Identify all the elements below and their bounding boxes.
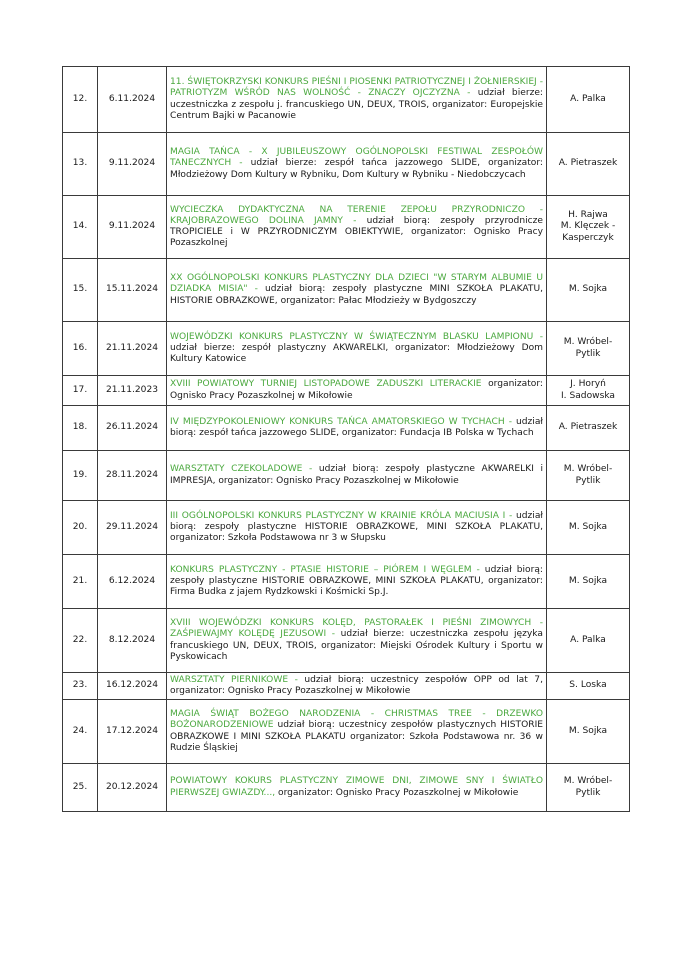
row-number: 19.	[63, 451, 98, 501]
person-name-line: S. Loska	[569, 680, 607, 691]
event-details: udział bierze: uczestniczka zespołu języka francuskiego UN, DEUX, TROIS, organizator: Miejski Ośrodek Kultury i Sportu w Pyskowicach	[170, 629, 543, 662]
row-number: 20.	[63, 501, 98, 555]
event-description	[167, 67, 547, 133]
event-title: XVIII POWIATOWY TURNIEJ LISTOPADOWE ZADUSZKI LITERACKIE	[170, 379, 482, 390]
event-description	[167, 376, 547, 406]
responsible-person	[547, 501, 630, 555]
responsible-person	[547, 764, 630, 812]
row-number: 23.	[63, 673, 98, 700]
event-title: XX OGÓLNOPOLSKI KONKURS PLASTYCZNY DLA DZIECI "W STARYM ALBUMIE U DZIADKA MISIA" -	[170, 273, 543, 295]
table-row	[63, 555, 630, 609]
table-row	[63, 673, 630, 700]
person-name-line: M. Sojka	[568, 284, 608, 295]
event-date: 21.11.2024	[98, 322, 167, 376]
event-title: III OGÓLNOPOLSKI KONKURS PLASTYCZNY W KRAINIE KRÓLA MACIUSIA I -	[170, 510, 513, 521]
row-number: 14.	[63, 196, 98, 259]
table-row	[63, 376, 630, 406]
person-name-line: Kasperczyk	[562, 232, 614, 243]
table-row	[63, 406, 630, 451]
table-row	[63, 133, 630, 196]
event-title: WARSZTATY PIERNIKOWE -	[170, 674, 298, 685]
person-name-line: A. Pietraszek	[558, 422, 618, 433]
person-name-line: J. Horyń	[570, 379, 606, 390]
event-title: MAGIA TAŃCA - X JUBILEUSZOWY OGÓLNOPOLSKI FESTIWAL ZESPOŁÓW TANECZNYCH -	[170, 147, 543, 169]
event-date: 26.11.2024	[98, 406, 167, 451]
event-description	[167, 555, 547, 609]
responsible-person	[547, 133, 630, 196]
event-title: XVIII WOJEWÓDZKI KONKURS KOLĘD, PASTORAŁEK I PIEŚNI ZIMOWYCH - ZAŚPIEWAJMY KOLĘDĘ JEZUSOWI -	[170, 618, 543, 640]
event-description	[167, 764, 547, 812]
event-date: 21.11.2023	[98, 376, 167, 406]
table-row	[63, 501, 630, 555]
event-details: udział biorą: zespoły plastyczne HISTORIE OBRAZKOWE, MINI SZKOŁA PLAKATU, organizator: Firma Budka z jajem Rydzkowski i Kośmicki Sp.J.	[170, 564, 544, 598]
event-details: udział bierze: zespół plastyczny AKWARELKI, organizator: Młodzieżowy Dom Kultury Katowice	[170, 342, 543, 365]
row-number: 15.	[63, 259, 98, 322]
responsible-person	[547, 376, 630, 406]
row-number: 18.	[63, 406, 98, 451]
row-number: 24.	[63, 700, 98, 764]
responsible-person	[547, 609, 630, 673]
responsible-person	[547, 67, 630, 133]
event-date: 15.11.2024	[98, 259, 167, 322]
responsible-person	[547, 259, 630, 322]
events-table-body	[63, 67, 630, 812]
row-number: 16.	[63, 322, 98, 376]
person-name-line: A. Palka	[570, 634, 606, 645]
event-description	[167, 609, 547, 673]
event-description	[167, 451, 547, 501]
event-date: 9.11.2024	[98, 133, 167, 196]
person-name-line: M. Wróbel-	[563, 776, 613, 787]
responsible-person	[547, 406, 630, 451]
table-row	[63, 451, 630, 501]
person-name-line: M. Sojka	[568, 725, 608, 736]
event-date: 8.12.2024	[98, 609, 167, 673]
event-details: udział biorą: uczestnicy zespołów OPP od lat 7, organizator: Ognisko Pracy Pozaszkolnej w Mikołowie	[170, 674, 543, 696]
person-name-line: H. Rajwa	[568, 210, 608, 221]
event-details: udział biorą: zespoły plastyczne HISTORIE OBRAZKOWE, MINI SZKOŁA PLAKATU, organizator: Szkoła Podstawowa nr 3 w Słupsku	[170, 510, 543, 544]
table-row	[63, 764, 630, 812]
event-title: KONKURS PLASTYCZNY - PTASIE HISTORIE – PIÓREM I WĘGLEM -	[170, 564, 480, 575]
event-description	[167, 406, 547, 451]
table-row	[63, 259, 630, 322]
responsible-person	[547, 673, 630, 700]
event-details: udział bierze: zespół tańca jazzowego SLIDE, organizator: Młodzieżowy Dom Kultury w Rybniku, Dom Kultury w Rybniku - Niedobczycach	[170, 158, 543, 180]
table-row	[63, 322, 630, 376]
event-date: 28.11.2024	[98, 451, 167, 501]
person-name-line: A. Pietraszek	[558, 158, 618, 169]
person-name-line: M. Wróbel-	[563, 464, 613, 475]
event-date: 16.12.2024	[98, 673, 167, 700]
event-title: WARSZTATY CZEKOLADOWE -	[170, 464, 313, 475]
table-row	[63, 67, 630, 133]
event-date: 20.12.2024	[98, 764, 167, 812]
event-date: 6.11.2024	[98, 67, 167, 133]
event-description	[167, 196, 547, 259]
event-date: 29.11.2024	[98, 501, 167, 555]
event-date: 6.12.2024	[98, 555, 167, 609]
event-details: udział biorą: zespoły plastyczne MINI SZKOŁA PLAKATU, HISTORIE OBRAZKOWE, organizator: Pałac Młodzieży w Bydgoszczy	[170, 284, 543, 306]
person-name-line: M. Sojka	[568, 575, 608, 586]
event-title: IV MIĘDZYPOKOLENIOWY KONKURS TAŃCA AMATORSKIEGO W TYCHACH -	[170, 416, 512, 427]
event-title: 11. ŚWIĘTOKRZYSKI KONKURS PIEŚNI I PIOSENKI PATRIOTYCZNEJ I ŻOŁNIERSKIEJ - PATRIOTYZM WŚRÓD NAS WOLNOŚĆ - ZNACZY OJCZYZNA -	[170, 77, 543, 99]
event-date: 17.12.2024	[98, 700, 167, 764]
responsible-person	[547, 451, 630, 501]
person-name-line: M. Wróbel-	[563, 337, 613, 348]
event-title: POWIATOWY KOKURS PLASTYCZNY ZIMOWE DNI, ZIMOWE SNY I ŚWIATŁO PIERWSZEJ GWIAZDY...,	[170, 776, 543, 798]
table-row	[63, 700, 630, 764]
event-details: udział bierze: uczestniczka z zespołu j. francuskiego UN, DEUX, TROIS, organizator: Europejskie Centrum Bajki w Pacanowie	[170, 88, 543, 121]
event-description	[167, 501, 547, 555]
person-name-line: Pytlik	[575, 787, 601, 798]
row-number: 22.	[63, 609, 98, 673]
event-description	[167, 700, 547, 764]
responsible-person	[547, 700, 630, 764]
person-name-line: M. Sojka	[568, 521, 608, 532]
person-name-line: M. Klęczek -	[560, 221, 616, 232]
person-name-line: Pytlik	[575, 348, 601, 359]
responsible-person	[547, 555, 630, 609]
row-number: 21.	[63, 555, 98, 609]
responsible-person	[547, 196, 630, 259]
event-description	[167, 133, 547, 196]
event-description	[167, 673, 547, 700]
responsible-person	[547, 322, 630, 376]
row-number: 12.	[63, 67, 98, 133]
table-row	[63, 196, 630, 259]
event-details: udział biorą: zespoły przyrodnicze TROPICIELE i W PRZYRODNICZYM OBIEKTYWIE, organizator: Ognisko Pracy Pozaszkolnej	[170, 215, 543, 249]
row-number: 17.	[63, 376, 98, 406]
row-number: 13.	[63, 133, 98, 196]
event-details: udział biorą: zespoły plastyczne AKWARELKI i IMPRESJA, organizator: Ognisko Pracy Pozaszkolnej w Mikołowie	[170, 464, 543, 486]
row-number: 25.	[63, 764, 98, 812]
event-details: udział biorą: zespół tańca jazzowego SLIDE, organizator: Fundacja IB Polska w Tychach	[170, 416, 543, 438]
event-details: organizator: Ognisko Pracy Pozaszkolnej w Mikołowie	[275, 787, 519, 798]
event-description	[167, 259, 547, 322]
person-name-line: I. Sadowska	[561, 390, 615, 401]
event-title: WYCIECZKA DYDAKTYCZNA NA TERENIE ZEPOŁU PRZYRODNICZO - KRAJOBRAZOWEGO DOLINA JAMNY -	[170, 204, 543, 226]
event-title: MAGIA ŚWIĄT BOŻEGO NARODZENIA - CHRISTMAS TREE - DRZEWKO BOŻONARODZENIOWE	[170, 709, 543, 731]
event-details: udział biorą: uczestnicy zespołów plastycznych HISTORIE OBRAZKOWE I MINI SZKOŁA PLAKATU organizator: Szkoła Podstawowa nr. 36 w Rudzie Śląskiej	[170, 720, 543, 753]
person-name-line: Pytlik	[575, 475, 601, 486]
event-description	[167, 322, 547, 376]
event-title: WOJEWÓDZKI KONKURS PLASTYCZNY W ŚWIĄTECZNYM BLASKU LAMPIONU -	[170, 331, 543, 342]
event-details: organizator: Ognisko Pracy Pozaszkolnej w Mikołowie	[170, 379, 543, 401]
person-name-line: A. Palka	[570, 93, 606, 104]
events-table	[62, 66, 630, 812]
event-date: 9.11.2024	[98, 196, 167, 259]
table-row	[63, 609, 630, 673]
